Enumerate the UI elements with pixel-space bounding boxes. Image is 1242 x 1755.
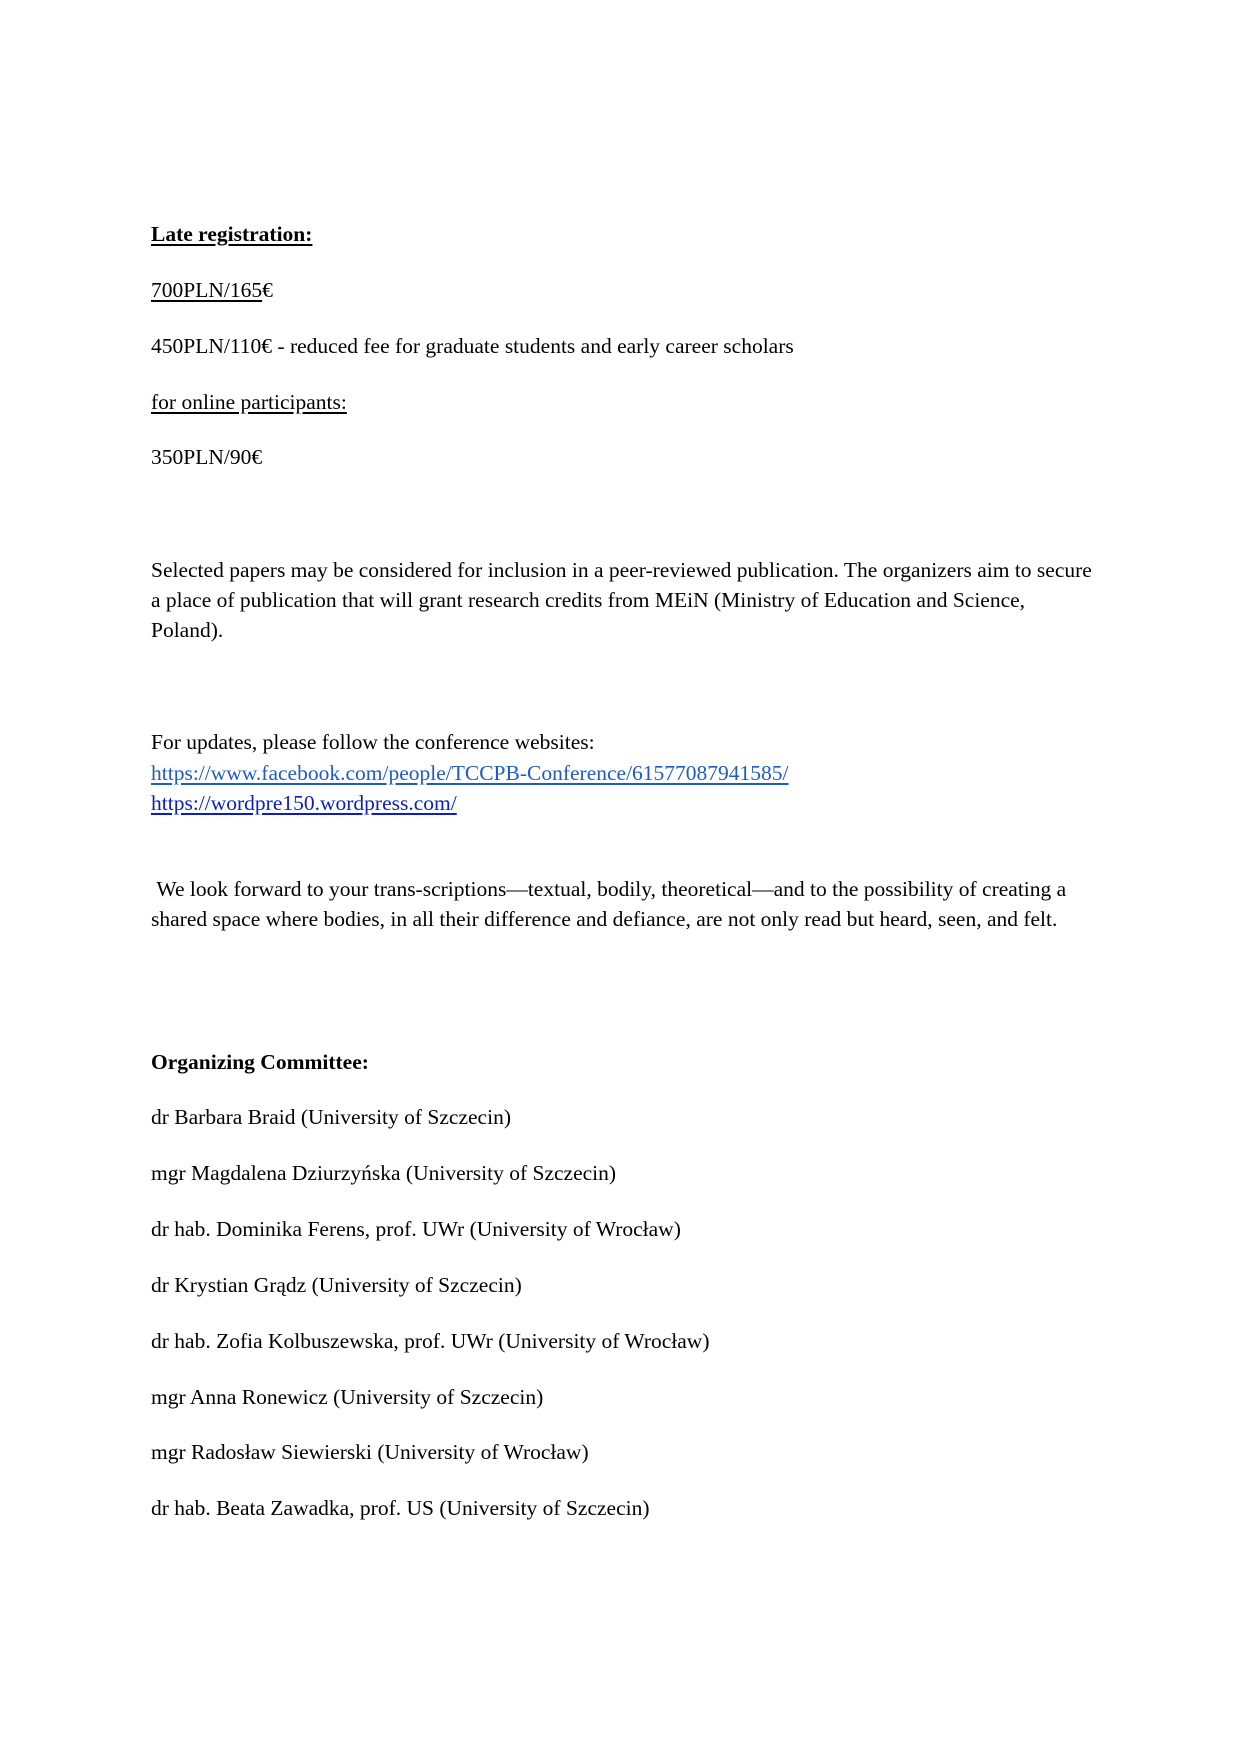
committee-member: mgr Anna Ronewicz (University of Szczecin) (151, 1385, 544, 1409)
facebook-link[interactable]: https://www.facebook.com/people/TCCPB-Conference/61577087941585/ (151, 761, 789, 785)
wordpress-link[interactable]: https://wordpre150.wordpress.com/ (151, 791, 457, 815)
online-fee: 350PLN/90€ (151, 445, 263, 469)
online-participants-heading: for online participants: (151, 390, 347, 414)
late-registration-heading: Late registration: (151, 222, 313, 246)
committee-member: dr Barbara Braid (University of Szczecin) (151, 1105, 511, 1129)
committee-member: dr Krystian Grądz (University of Szczecin) (151, 1273, 522, 1297)
committee-member: dr hab. Dominika Ferens, prof. UWr (University of Wrocław) (151, 1217, 681, 1241)
committee-member: dr hab. Zofia Kolbuszewska, prof. UWr (University of Wrocław) (151, 1329, 710, 1353)
reduced-fee: 450PLN/110€ - reduced fee for graduate students and early career scholars (151, 334, 794, 358)
committee-member: mgr Radosław Siewierski (University of Wrocław) (151, 1440, 589, 1464)
committee-member: dr hab. Beata Zawadka, prof. US (University of Szczecin) (151, 1496, 650, 1520)
full-fee-amount: 700PLN/165 (151, 278, 263, 302)
full-fee-currency: € (262, 278, 273, 302)
publication-note: Selected papers may be considered for inclusion in a peer-reviewed publication. The organizers aim to secure a place of publication that will grant research credits from MEiN (Ministry of Education and Science, Poland). (151, 558, 1092, 642)
committee-heading: Organizing Committee: (151, 1050, 369, 1074)
closing-paragraph: We look forward to your trans-scriptions—textual, bodily, theoretical—and to the possibility of creating a shared space where bodies, in all their difference and defiance, are not only read but heard, seen, and felt. (151, 877, 1072, 931)
updates-intro: For updates, please follow the conference websites: (151, 730, 595, 754)
full-fee (151, 275, 273, 305)
committee-member: mgr Magdalena Dziurzyńska (University of Szczecin) (151, 1161, 617, 1185)
